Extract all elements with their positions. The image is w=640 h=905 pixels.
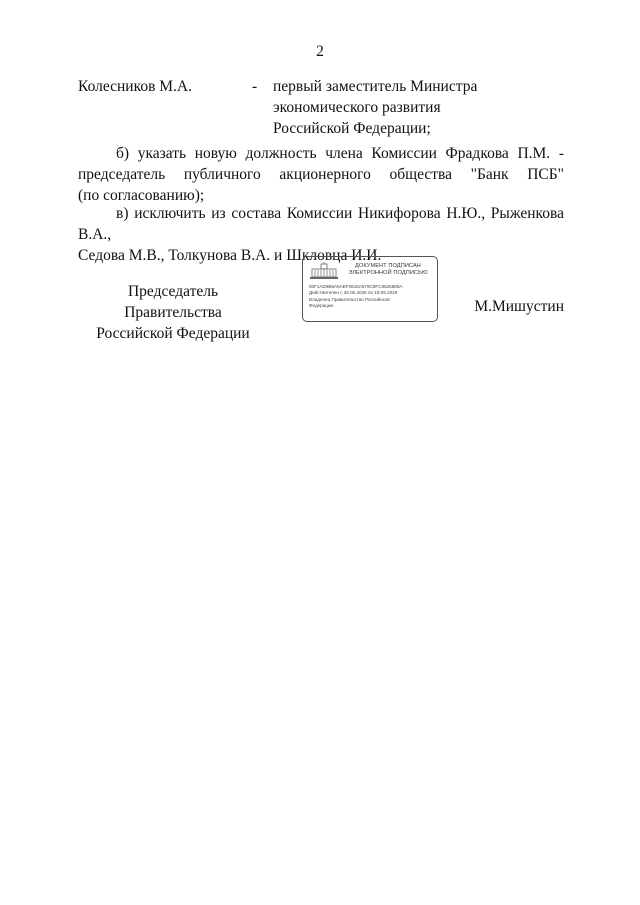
stamp-heading-line: ДОКУМЕНТ ПОДПИСАН [355, 263, 421, 269]
stamp-heading [341, 263, 435, 277]
member-name: Колесников М.А. [78, 78, 192, 95]
member-dash: - [252, 78, 258, 95]
paragraph-v-line: Седова М.В., Толкунова В.А. и Шкловца И.И. [78, 247, 382, 264]
stamp-certificate: 00F1AD9B6A5AEF0615A579C8FC9625986A [309, 284, 403, 289]
paragraph-v-line: в) исключить из состава Комиссии Никифорова Н.Ю., Рыженкова В.А., [78, 205, 564, 243]
stamp-validity: Действителен с 26.06.2025 по 19.09.2026 [309, 290, 398, 296]
electronic-signature-stamp [302, 256, 438, 322]
signer-title-line: Председатель Правительства [124, 283, 222, 321]
paragraph-b-line: (по согласованию); [78, 187, 205, 204]
member-position-line: первый заместитель Министра [273, 78, 478, 95]
signer-title [78, 281, 268, 344]
paragraph-b-line: председатель публичного акционерного общества "Банк ПСБ" [78, 166, 564, 183]
member-position-line: экономического развития [273, 99, 441, 116]
stamp-owner-line: Владелец Правительство Российской [309, 296, 390, 302]
stamp-heading-line: ЭЛЕКТРОННОЙ ПОДПИСЬЮ [348, 270, 428, 276]
signer-name: М.Мишустин [474, 298, 564, 315]
paragraph-b-line: б) указать новую должность члена Комиссии Фрадкова П.М. - [116, 145, 564, 162]
paragraph-b [78, 143, 564, 206]
stamp-owner-line: Федерации [309, 303, 334, 309]
signer-title-line: Российской Федерации [96, 325, 250, 342]
member-position-line: Российской Федерации; [273, 120, 431, 137]
stamp-details [309, 284, 437, 310]
page-number: 2 [316, 43, 324, 60]
member-position [273, 76, 533, 139]
government-building-icon [309, 262, 339, 280]
